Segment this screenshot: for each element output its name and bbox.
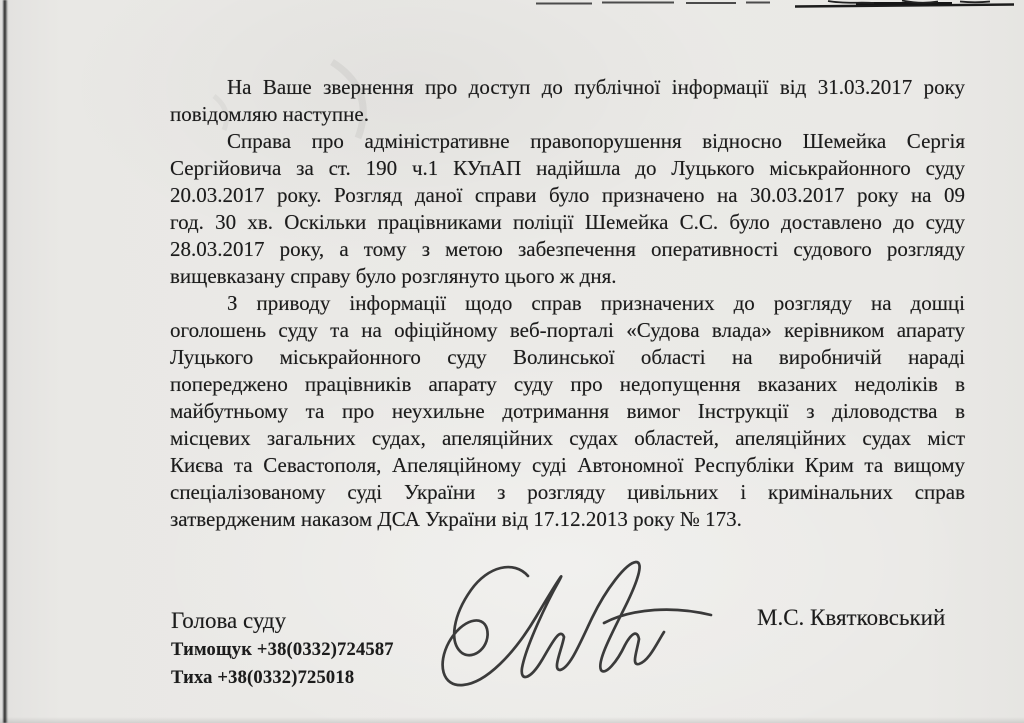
text-line: оголошень суду та на офіційному веб-порталі «Судова влада» керівником апарату (170, 318, 965, 342)
text-line: 20.03.2017 року. Розгляд даної справи було призначено на 30.03.2017 року на 09 (170, 183, 965, 207)
paragraph (170, 74, 965, 128)
signer-name: М.С. Квятковський (757, 605, 946, 630)
text-line: вищевказану справу було розглянуто цього ж дня. (170, 264, 617, 288)
text-line: Луцького міськрайонного суду Волинської області на виробничій нараді (170, 345, 965, 369)
text-line: год. 30 хв. Оскільки працівниками поліції Шемейка С.С. було доставлено до суду (170, 210, 965, 234)
text-line: Справа про адміністративне правопорушення відносно Шемейка Сергія (227, 129, 965, 153)
text-line: повідомляю наступне. (170, 102, 369, 126)
paragraph (170, 290, 965, 533)
scan-left-edge-shadow (2, 0, 8, 723)
text-line: 28.03.2017 року, а тому з метою забезпечення оперативності судового розгляду (170, 237, 965, 261)
text-line: На Ваше звернення про доступ до публічної інформації від 31.03.2017 року (227, 75, 965, 99)
contact-phone-line: Тиха +38(0332)725018 (171, 668, 355, 688)
text-line: майбутньому та про неухильне дотримання вимог Інструкції з діловодства в (170, 399, 965, 423)
contact-phone-line: Тимощук +38(0332)724587 (171, 640, 394, 660)
scan-bottom-edge-shadow (0, 717, 1024, 723)
paragraph (170, 128, 965, 290)
top-cutoff-line-fragment (0, 0, 1024, 12)
text-line: З приводу інформації щодо справ призначених до розгляду на дошці (227, 291, 965, 315)
text-line: Києва та Севастополя, Апеляційному суді Автономної Республіки Крим та вищому (170, 453, 965, 477)
text-line: спеціалізованому суді України з розгляду цивільних і кримінальних справ (170, 480, 965, 504)
text-line: затвердженим наказом ДСА України від 17.12.2013 року № 173. (170, 507, 742, 531)
text-line: Сергійовича за ст. 190 ч.1 КУпАП надійшла до Луцького міськрайонного суду (170, 156, 965, 180)
handwritten-signature-icon (428, 556, 728, 706)
text-line: попереджено працівників апарату суду про недопущення вказаних недоліків в (170, 372, 965, 396)
text-line: місцевих загальних судах, апеляційних судах областей, апеляційних судах міст (170, 426, 965, 450)
signoff-title: Голова суду (171, 608, 287, 633)
text-block (170, 74, 965, 533)
